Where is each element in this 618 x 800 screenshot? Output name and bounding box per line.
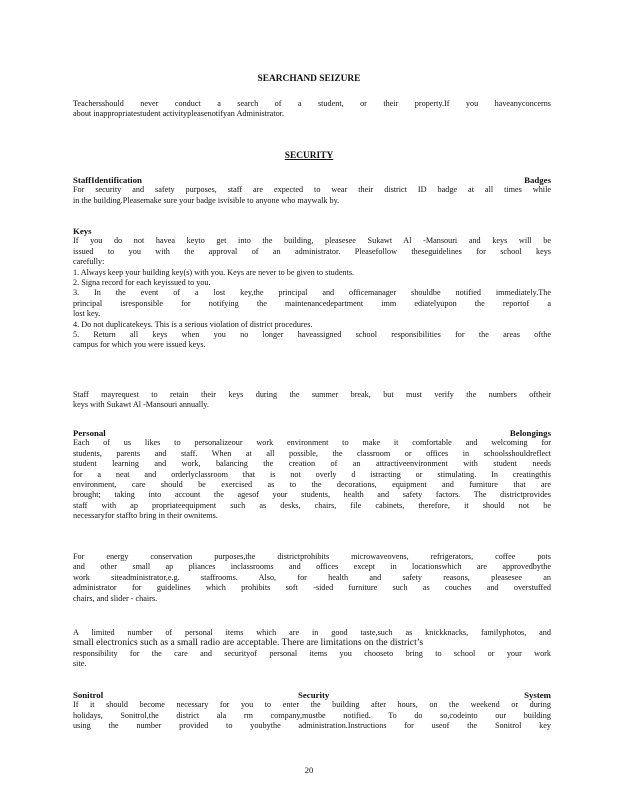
text-line: using the number provided to youbythe administration.Instructions for useof the Sonitrol key bbox=[73, 721, 551, 731]
page-number: 20 bbox=[304, 765, 314, 775]
section-heading: Personal Belongings bbox=[73, 428, 551, 438]
section-heading: StaffIdentification Badges bbox=[73, 175, 551, 185]
text-line: 5. Return all keys when you no longer haveassigned school responsibilities for the areas ofthe bbox=[73, 330, 551, 340]
text-line: 4. Do not duplicatekeys. This is a serious violation of district procedures. bbox=[73, 319, 313, 329]
text-line: carefully: bbox=[73, 257, 105, 267]
section-heading: Keys bbox=[73, 226, 92, 236]
sonitrol-section bbox=[73, 690, 551, 732]
text-line: 1. Always keep your building key(s) with you. Keys are never to be given to students. bbox=[73, 267, 355, 277]
text-line: If you do not havea keyto get into the building, pleasesee Sukawt Al -Mansouri and keys will be bbox=[73, 236, 551, 246]
text-line: principal isresponsible for notifying the maintenancedepartment imm ediatelyupon the reportof a bbox=[73, 298, 551, 308]
text-line: responsibility for the care and securityof personal items you chooseto bring to school or your work bbox=[73, 648, 551, 658]
text-line: small electronics such as a small radio are acceptable. There are limitations on the district’s bbox=[73, 637, 424, 649]
text-line: campus for which you were issued keys. bbox=[73, 340, 206, 350]
text-line: students, parents and staff. When at all possible, the classroom or offices in schoolsshouldreflect bbox=[73, 448, 551, 458]
text-line: for a neat and orderlyclassroom that is not overly d istracting or stimulating. In creatingthis bbox=[73, 469, 551, 479]
text-line: For security and safety purposes, staff are expected to wear their district ID badge at all times while bbox=[73, 185, 551, 195]
text-line: Each of us likes to personalizeour work environment to make it comfortable and welcoming for bbox=[73, 438, 551, 448]
personal-belongings-section bbox=[73, 428, 551, 522]
text-line: and other small ap pliances inclassrooms and offices except in locationswhich are approvedbythe bbox=[73, 562, 551, 572]
search-seizure-paragraph bbox=[73, 99, 551, 120]
text-line: brought; taking into account the agesof your students, health and safety factors. The districtprovides bbox=[73, 490, 551, 500]
text-line: student learning and work, balancing the creation of an attractiveenvironment with student needs bbox=[73, 459, 551, 469]
text-line: If it should become necessary for you to enter the building after hours, on the weekend or during bbox=[73, 700, 551, 710]
personal-items-paragraph bbox=[73, 628, 551, 670]
text-line: keys with Sukawt Al -Mansouri annually. bbox=[73, 400, 209, 410]
text-line: chairs, and slider - chairs. bbox=[73, 593, 158, 603]
text-line: administrator for guidelines which prohibits soft -sided furniture such as couches and overstuffed bbox=[73, 583, 551, 593]
text-line: work siteadministrator,e.g. staffrooms. Also, for health and safety reasons, pleasesee an bbox=[73, 572, 551, 582]
text-line: Teachersshould never conduct a search of a student, or their property.If you haveanyconcerns bbox=[73, 99, 551, 108]
text-line: A limited number of personal items which are in good taste,such as knickknacks, familyphotos, and bbox=[73, 628, 551, 637]
text-line: staff with ap propriateequipment such as desks, chairs, file cabinets, therefore, it should not be bbox=[73, 500, 551, 510]
section-heading: Sonitrol Security System bbox=[73, 690, 551, 700]
text-line: about inappropriatestudent activitypleasenotifyan Administrator. bbox=[73, 109, 285, 119]
text-line: necessaryfor staffto bring in their ownitems. bbox=[73, 511, 218, 521]
text-line: lost key. bbox=[73, 309, 101, 319]
text-line: environment, care should be exercised as to the decorations, equipment and furniture that are bbox=[73, 480, 551, 490]
text-line: site. bbox=[73, 659, 87, 669]
text-line: in the building.Pleasemake sure your badge isvisible to anyone who maywalk by. bbox=[73, 195, 340, 205]
energy-conservation-paragraph bbox=[73, 552, 551, 604]
search-seizure-title: SEARCHAND SEIZURE bbox=[257, 74, 361, 84]
text-line: holidays, Sonitrol,the district ala rm company,mustbe notified. To do so,codeinto our building bbox=[73, 710, 551, 720]
staff-identification-section bbox=[73, 175, 551, 206]
text-line: For energy conservation purposes,the districtprohibits microwaveovens, refrigerators, coffee pots bbox=[73, 552, 551, 561]
text-line: Staff mayrequest to retain their keys during the summer break, but must verify the numbers oftheir bbox=[73, 390, 551, 399]
text-line: 3. In the event of a lost key,the principal and officemanager shouldbe notified immediately.The bbox=[73, 288, 551, 298]
keys-section bbox=[73, 226, 551, 351]
keys-summer-paragraph bbox=[73, 390, 551, 411]
text-line: issued to you with the approval of an administrator. Pleasefollow theseguidelines for school keys bbox=[73, 246, 551, 256]
text-line: 2. Signa record for each keyissued to you. bbox=[73, 278, 211, 288]
security-title: SECURITY bbox=[284, 151, 334, 161]
